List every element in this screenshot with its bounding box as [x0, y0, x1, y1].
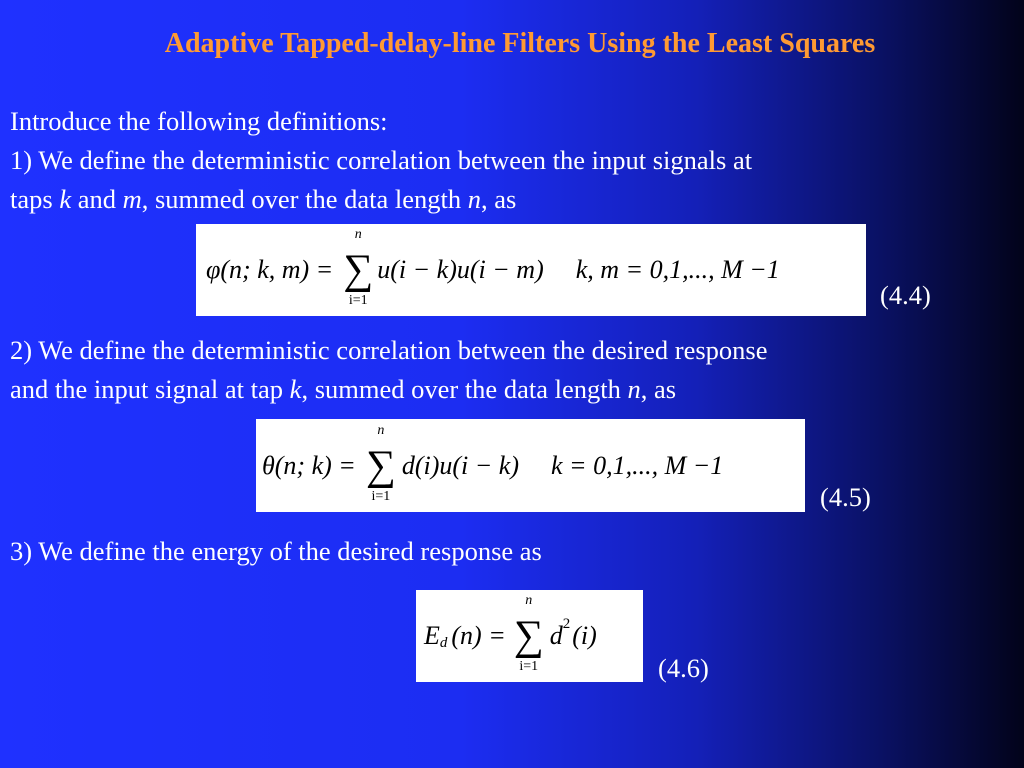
summation-symbol — [512, 593, 546, 679]
def1-text-c: , summed over the data length — [141, 184, 468, 214]
def2-var-n: n — [627, 374, 641, 404]
summation-upper-limit: n — [377, 422, 385, 438]
equation-4-5-rhs: d(i)u(i − k) — [401, 450, 520, 480]
equation-4-4-box — [196, 224, 866, 316]
def1-var-k: k — [59, 184, 72, 214]
equation-4-5-box — [256, 419, 805, 512]
summation-upper-limit: n — [354, 227, 362, 242]
def1-text-d: , as — [481, 184, 517, 214]
equation-4-4-label: (4.4) — [880, 280, 931, 310]
sigma-symbol: ∑ — [343, 247, 374, 293]
definition-3-line-1: 3) We define the energy of the desired response as — [10, 536, 542, 566]
equation-4-6 — [416, 590, 643, 682]
slide-title: Adaptive Tapped-delay-line Filters Using the Least Squares — [164, 28, 876, 59]
def2-text-a: and the input signal at tap — [10, 374, 290, 404]
intro-text: Introduce the following definitions: — [10, 106, 388, 136]
definition-2-line-2 — [10, 370, 676, 408]
equation-4-6-lhs-E: E — [424, 621, 440, 650]
equation-4-6-rhs-superscript: 2 — [562, 615, 571, 632]
def2-text-c: , as — [640, 374, 677, 404]
equation-4-6-rhs-rest: (i) — [572, 621, 597, 650]
summation-upper-limit: n — [525, 593, 533, 608]
equation-4-6-label: (4.6) — [658, 653, 709, 683]
equation-4-5 — [256, 419, 805, 512]
def2-text-b: , summed over the data length — [301, 374, 628, 404]
definition-2-line-1: 2) We define the deterministic correlation between the desired response — [10, 335, 768, 365]
equation-4-5-label: (4.5) — [820, 482, 871, 512]
sigma-symbol: ∑ — [365, 442, 396, 489]
summation-symbol — [364, 423, 398, 509]
sigma-symbol: ∑ — [513, 613, 544, 659]
equation-4-6-lhs-rest: (n) = — [451, 621, 506, 650]
equation-4-4 — [196, 224, 866, 316]
summation-lower-limit: i=1 — [348, 293, 368, 308]
definition-1-line-2 — [10, 180, 516, 218]
def1-text-a: taps — [10, 184, 60, 214]
equation-4-4-lhs: φ(n; k, m) = — [206, 255, 334, 284]
equation-4-5-lhs: θ(n; k) = — [262, 450, 356, 480]
def2-var-k: k — [289, 374, 302, 404]
equation-4-4-rhs: u(i − k)u(i − m) — [377, 255, 544, 284]
equation-4-6-box — [416, 590, 643, 682]
equation-4-6-lhs-subscript: d — [439, 634, 448, 651]
summation-lower-limit: i=1 — [371, 488, 391, 504]
equation-4-4-range: k, m = 0,1,..., M −1 — [575, 255, 780, 284]
summation-lower-limit: i=1 — [519, 659, 539, 674]
def1-var-n: n — [467, 184, 481, 214]
def1-text-b: and — [71, 184, 123, 214]
equation-4-6-rhs-d: d — [549, 621, 563, 650]
summation-symbol — [341, 227, 375, 313]
def1-var-m: m — [122, 184, 142, 214]
equation-4-5-range: k = 0,1,..., M −1 — [551, 450, 724, 480]
definition-1-line-1: 1) We define the deterministic correlation between the input signals at — [10, 145, 753, 175]
